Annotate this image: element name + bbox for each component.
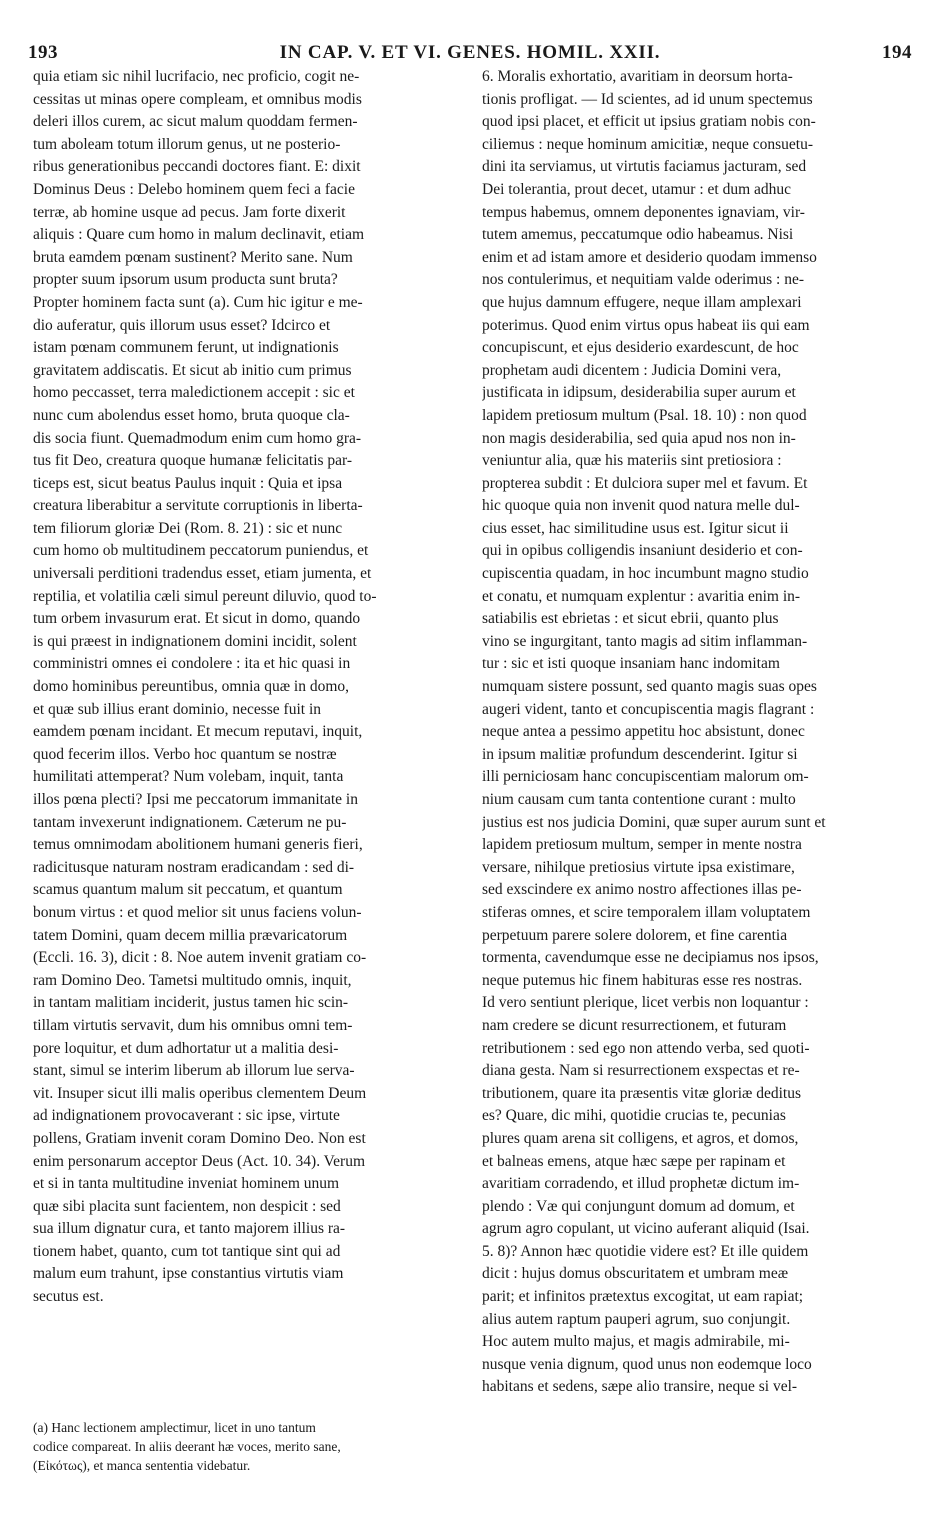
text-line: Propter hominem facta sunt (a). Cum hic igitur e me- — [33, 293, 363, 311]
text-line: dicit : hujus domus obscuritatem et umbram meæ — [482, 1265, 789, 1283]
right-column — [482, 66, 906, 1399]
text-line: agrum agro copulant, ut vicino auferant aliquid (Isai. — [482, 1220, 810, 1238]
text-line: pore loquitur, et dum adhortatur ut a malitia desi- — [33, 1039, 339, 1057]
text-line: creatura liberabitur a servitute corruptionis in liberta- — [33, 497, 363, 515]
text-line: aliquis : Quare cum homo in malum declinavit, etiam — [33, 226, 365, 244]
text-line: et si in tanta multitudine inveniat hominem unum — [33, 1175, 340, 1193]
text-line: nam credere se dicunt resurrectionem, et futuram — [482, 1016, 787, 1034]
text-line: dini ita serviamus, ut virtutis faciamus jacturam, sed — [482, 158, 807, 176]
text-line: tantam invexerunt indignationem. Cæterum ne pu- — [33, 813, 347, 831]
text-line: dis socia fiunt. Quemadmodum enim cum homo gra- — [33, 429, 362, 447]
text-line: tur : sic et isti quoque insaniam hanc indomitam — [482, 655, 780, 673]
text-line: hic quoque quia non invenit quod natura melle dul- — [482, 497, 800, 515]
running-title: IN CAP. V. ET VI. GENES. HOMIL. XXII. — [279, 42, 661, 63]
text-line: ciliemus : neque hominum amicitiæ, neque consuetu- — [482, 135, 814, 153]
text-line: nos contulerimus, et nequitiam valde oderimus : ne- — [482, 271, 804, 289]
text-line: perpetuum parere solere dolorem, et fine carentia — [482, 926, 788, 944]
text-line: ticeps est, sicut beatus Paulus inquit : Quia et ipsa — [33, 474, 343, 492]
text-line: tionem habet, quanto, cum tot tantique sint qui ad — [33, 1242, 341, 1260]
text-line: illi perniciosam hanc concupiscentiam malorum om- — [482, 768, 809, 786]
text-line: Id vero sentiunt plerique, licet verbis non loquantur : — [482, 994, 809, 1012]
text-line: tatem Domini, quam decem millia prævaricatorum — [33, 926, 348, 944]
text-line: universali perditioni tradendus esset, etiam jumenta, et — [33, 565, 372, 583]
text-line: 6. Moralis exhortatio, avaritiam in deorsum horta- — [482, 68, 793, 85]
text-line: veniuntur alia, quæ his materiis sint pretiosiora : — [482, 452, 782, 470]
text-line: bruta eamdem pœnam sustinent? Merito sane. Num — [33, 248, 353, 266]
text-line: tum aboleam totum illorum genus, ut ne posterio- — [33, 135, 341, 153]
text-line: in ipsum malitiæ profundum descenderint. Igitur si — [482, 745, 798, 763]
text-line: nusque venia dignum, quod unus non eodemque loco — [482, 1355, 812, 1373]
page-number-left: 193 — [28, 42, 58, 63]
text-line: et quæ sub illius erant dominio, necesse fuit in — [33, 700, 321, 718]
text-line: propter suum ipsorum usum producta sunt bruta? — [33, 271, 338, 289]
text-line: justius est nos judicia Domini, quæ super aurum sunt et — [482, 813, 826, 831]
text-line: tormenta, cavendumque esse ne decipiamus nos ipsos, — [482, 949, 819, 967]
text-line: tillam virtutis servavit, dum his omnibus omni tem- — [33, 1016, 353, 1034]
text-line: is qui præest in indignationem domini incidit, solent — [33, 632, 357, 650]
text-line: avaritiam corradendo, et illud prophetæ dictum im- — [482, 1175, 800, 1193]
text-line: 5. 8)? Annon hæc quotidie videre est? Et ille quidem — [482, 1242, 809, 1260]
text-line: illos pœna plecti? Ipsi me peccatorum immanitate in — [33, 791, 358, 808]
text-line: tionis profligat. — Id scientes, ad id unum spectemus — [482, 90, 813, 108]
text-line: cius esset, hac similitudine usus est. Igitur sicut ii — [482, 519, 789, 537]
text-line: (Eccli. 16. 3), dicit : 8. Noe autem invenit gratiam co- — [33, 949, 367, 967]
text-line: plendo : Væ qui conjungunt domum ad domum, et — [482, 1197, 795, 1215]
text-line: augeri vident, tanto et concupiscentia magis flagrant : — [482, 700, 815, 718]
text-line: tum orbem invasurum erat. Et sicut in domo, quando — [33, 610, 361, 628]
text-line: secutus est. — [33, 1288, 104, 1306]
text-line: lapidem pretiosum multum, semper in mente nostra — [482, 836, 802, 854]
text-line: alius autem raptum pauperi agrum, suo conjungit. — [482, 1310, 791, 1328]
footnote-line: codice compareat. In aliis deerant hæ voces, merito sane, — [33, 1439, 341, 1454]
text-line: plures quam arena sit colligens, et agros, et domos, — [482, 1129, 799, 1147]
text-line: tutem amemus, peccatumque odio habeamus. Nisi — [482, 226, 794, 244]
text-line: enim personarum acceptor Deus (Act. 10. 34). Verum — [33, 1152, 366, 1170]
text-line: stiferas omnes, et scire temporalem illam voluptatem — [482, 903, 811, 921]
text-line: terræ, ab homine usque ad pecus. Jam forte dixerit — [33, 203, 346, 221]
text-line: cessitas ut minas opere compleam, et omnibus modis — [33, 90, 362, 108]
text-line: in tantam malitiam inciderit, justus tamen hic scin- — [33, 994, 349, 1012]
text-line: enim et ad istam amore et desiderio quodam immenso — [482, 248, 817, 266]
text-line: eamdem pœnam incidant. Et mecum reputavi, inquit, — [33, 723, 363, 741]
text-line: vino se ingurgitant, tanto magis ad sitim inflamman- — [482, 632, 808, 650]
text-line: Dominus Deus : Delebo hominem quem feci a facie — [33, 180, 355, 198]
text-line: radicitusque naturam nostram eradicandam : sed di- — [33, 858, 355, 876]
text-line: homo peccasset, terra maledictionem accepit : sic et — [33, 384, 355, 402]
text-line: comministri omnes ei condolere : ita et hic quasi in — [33, 655, 351, 673]
text-line: ad indignationem provocaverant : sic ipse, virtute — [33, 1107, 340, 1125]
text-line: satiabilis est ebrietas : et sicut ebrii, quanto plus — [482, 610, 779, 628]
text-line: malum eum trahunt, ipse constantius virtutis viam — [33, 1265, 344, 1283]
text-line: tus fit Deo, creatura quoque humanæ felicitatis par- — [33, 452, 353, 470]
text-line: reptilia, et volatilia cæli simul pereunt diluvio, quod to- — [33, 587, 377, 605]
text-line: stant, simul se interim liberum ab illorum lue serva- — [33, 1062, 355, 1080]
text-line: et balneas emens, atque hæc sæpe per rapinam et — [482, 1152, 786, 1170]
text-line: deleri illos curem, ac sicut malum quoddam fermen- — [33, 113, 358, 131]
text-line: pollens, Gratiam invenit coram Domino Deo. Non est — [33, 1129, 366, 1147]
footnote-line: (Εἰκότως), et manca sententia videbatur. — [33, 1458, 251, 1473]
text-line: cum homo ob multitudinem peccatorum puniendus, et — [33, 542, 369, 560]
text-line: Hoc autem multo majus, et magis admirabile, mi- — [482, 1333, 790, 1351]
text-line: ram Domino Deo. Tametsi multitudo omnis, inquit, — [33, 971, 352, 989]
text-line: parit; et infinitos prætextus excogitat, ut eam rapiat; — [482, 1288, 804, 1306]
text-line: es? Quare, dic mihi, quotidie crucias te, pecunias — [482, 1107, 786, 1125]
text-line: neque putemus hic finem habituras esse res nostras. — [482, 971, 803, 989]
text-line: que hujus damnum effugere, neque illam amplexari — [482, 293, 802, 311]
text-line: sua illum dignatur cura, et tanto majorem illius ra- — [33, 1220, 346, 1238]
text-line: habitans et sedens, sæpe alio transire, neque si vel- — [482, 1378, 798, 1396]
text-line: dio auferatur, quis illorum usus esset? Idcirco et — [33, 316, 331, 334]
text-line: cupiscentia quadam, in hoc incumbunt magno studio — [482, 565, 809, 583]
text-line: temus omnimodam abolitionem humani generis fieri, — [33, 836, 363, 854]
text-line: et conatu, et numquam explentur : avaritia enim in- — [482, 587, 801, 605]
running-header — [28, 36, 912, 70]
footnote-line: (a) Hanc lectionem amplectimur, licet in uno tantum — [33, 1420, 316, 1435]
footnote — [33, 1418, 463, 1475]
left-column — [33, 66, 463, 1309]
text-line: istam pœnam communem ferunt, ut indignationis — [33, 339, 339, 357]
text-line: bonum virtus : et quod melior sit unus faciens volun- — [33, 903, 362, 921]
text-line: gravitatem addiscatis. Et sicut ab initio cum primus — [33, 361, 352, 379]
text-line: diana gesta. Nam si resurrectionem exspectas et re- — [482, 1062, 800, 1080]
text-line: domo hominibus pereuntibus, omnia quæ in domo, — [33, 678, 350, 696]
text-line: quod fecerim illos. Verbo hoc quantum se nostræ — [33, 745, 337, 763]
text-line: vit. Insuper sicut illi malis operibus clementem Deum — [33, 1084, 367, 1102]
text-line: scamus quantum malum sit peccatum, et quantum — [33, 881, 343, 899]
text-line: qui in opibus colligendis insaniunt desiderio et con- — [482, 542, 803, 560]
text-line: propterea subdit : Et dulciora super mel et favum. Et — [482, 474, 808, 492]
text-line: poterimus. Quod enim virtus opus habeat iis qui eam — [482, 316, 810, 334]
page-number-right: 194 — [882, 42, 912, 63]
text-line: numquam sistere possunt, sed quanto magis suas opes — [482, 678, 817, 696]
text-line: sed exscindere ex animo nostro affectiones illas pe- — [482, 881, 802, 899]
text-line: Dei tolerantia, prout decet, utamur : et dum adhuc — [482, 180, 792, 198]
text-line: humilitati attemperat? Num volebam, inquit, tanta — [33, 768, 344, 786]
text-line: nunc cum abolendus esset homo, bruta quoque cla- — [33, 406, 350, 424]
text-line: quia etiam sic nihil lucrifacio, nec proficio, cogit ne- — [33, 68, 360, 85]
text-line: versare, nihilque pretiosius virtute ipsa existimare, — [482, 858, 795, 876]
text-line: nium causam cum tanta contentione curant : multo — [482, 791, 796, 808]
text-line: tempus habemus, omnem deponentes ignaviam, vir- — [482, 203, 805, 221]
text-line: ribus generationibus peccandi doctores fiant. E: dixit — [33, 158, 361, 176]
text-line: quæ sibi placita sunt facientem, non despicit : sed — [33, 1197, 341, 1215]
text-line: prophetam audi dicentem : Judicia Domini vera, — [482, 361, 782, 379]
text-line: retributionem : sed ego non attendo verba, sed quoti- — [482, 1039, 810, 1057]
text-line: non magis desiderabilia, sed quia apud nos non in- — [482, 429, 796, 447]
text-line: concupiscunt, et ejus desiderio exardescunt, de hoc — [482, 339, 799, 357]
text-line: tem filiorum gloriæ Dei (Rom. 8. 21) : sic et nunc — [33, 519, 343, 537]
text-line: neque antea a pessimo appetitu hoc absistunt, donec — [482, 723, 805, 741]
text-line: justificata in idipsum, desiderabilia super aurum et — [482, 384, 796, 402]
text-line: lapidem pretiosum multum (Psal. 18. 10) : non quod — [482, 406, 807, 424]
text-line: tributionem, quare ita præsentis vitæ gloriæ deditus — [482, 1084, 802, 1102]
text-line: quod ipsi placet, et efficit ut ipsius gratiam nobis con- — [482, 113, 816, 131]
